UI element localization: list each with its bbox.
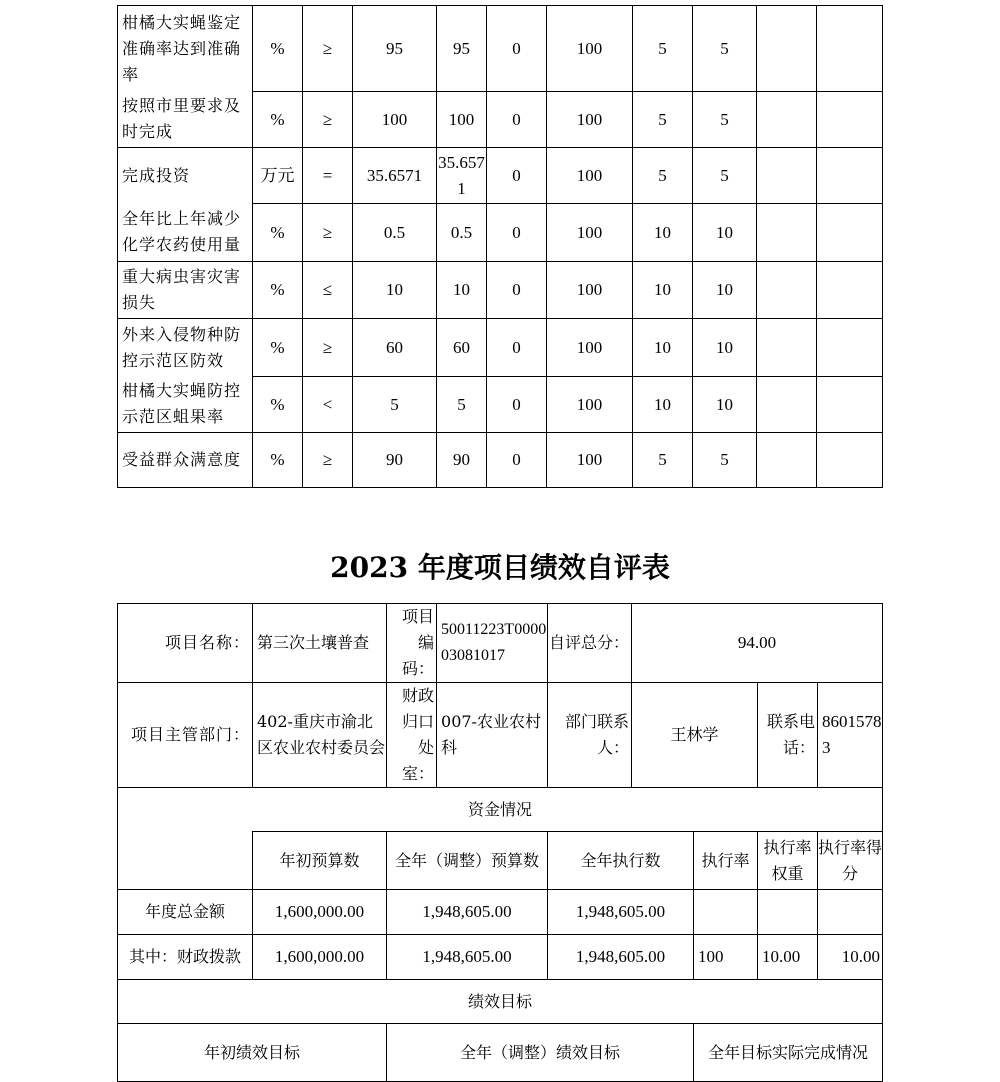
indicator-completion-rate: 100 [547, 319, 633, 377]
indicator-name: 外来入侵物种防控示范区防效 [118, 319, 253, 377]
indicator-unit: % [253, 433, 303, 488]
indicator-name: 受益群众满意度 [118, 433, 253, 488]
indicator-unit: % [253, 204, 303, 262]
funds-section-heading: 资金情况 [118, 788, 883, 832]
indicator-operator: ≤ [303, 262, 353, 319]
funds-row-fiscal [118, 935, 883, 980]
indicator-row [118, 262, 883, 319]
indicator-empty-cell [757, 6, 817, 92]
indicator-operator: ≥ [303, 6, 353, 92]
indicator-empty-cell [817, 262, 883, 319]
funds-row-adjusted: 1,948,605.00 [387, 890, 548, 935]
indicator-target: 5 [353, 377, 437, 433]
indicator-deviation: 0 [487, 319, 547, 377]
indicator-name: 按照市里要求及时完成 [118, 92, 253, 148]
indicator-row [118, 92, 883, 148]
funds-row-executed: 1,948,605.00 [548, 935, 694, 980]
page-title: 2023 年度项目绩效自评表 [330, 551, 670, 584]
indicator-empty-cell [757, 92, 817, 148]
funds-row-total [118, 890, 883, 935]
indicator-empty-cell [817, 204, 883, 262]
indicator-operator: ≥ [303, 204, 353, 262]
indicator-table [117, 5, 883, 488]
indicator-empty-cell [757, 377, 817, 433]
indicator-unit: 万元 [253, 148, 303, 204]
funds-header-weight: 执行率权重 [758, 832, 818, 890]
indicator-empty-cell [757, 433, 817, 488]
indicator-row [118, 148, 883, 204]
indicator-score: 5 [693, 92, 757, 148]
indicator-unit: % [253, 319, 303, 377]
indicator-score: 10 [693, 319, 757, 377]
self-evaluation-table [117, 603, 883, 1082]
funds-row-weight: 10.00 [758, 935, 818, 980]
indicator-row [118, 433, 883, 488]
funds-row-adjusted: 1,948,605.00 [387, 935, 548, 980]
indicator-empty-cell [757, 319, 817, 377]
indicator-deviation: 0 [487, 6, 547, 92]
finance-office-value: 007-农业农村科 [437, 683, 548, 788]
indicator-target: 100 [353, 92, 437, 148]
indicator-name: 柑橘大实蝇防控示范区蛆果率 [118, 377, 253, 433]
indicator-name: 重大病虫害灾害损失 [118, 262, 253, 319]
indicator-completion-rate: 100 [547, 92, 633, 148]
indicator-unit: % [253, 6, 303, 92]
indicator-empty-cell [757, 204, 817, 262]
indicator-target: 95 [353, 6, 437, 92]
indicator-weight: 5 [633, 92, 693, 148]
indicator-actual: 90 [437, 433, 487, 488]
indicator-operator: ≥ [303, 92, 353, 148]
goals-header-initial: 年初绩效目标 [118, 1024, 387, 1082]
funds-row-executed: 1,948,605.00 [548, 890, 694, 935]
contact-value: 王林学 [632, 683, 758, 788]
indicator-empty-cell [757, 262, 817, 319]
self-score-value: 94.00 [632, 604, 883, 683]
indicator-row [118, 319, 883, 377]
indicator-empty-cell [817, 319, 883, 377]
indicator-actual: 35.6571 [437, 148, 487, 204]
indicator-actual: 5 [437, 377, 487, 433]
funds-header-adjusted: 全年（调整）预算数 [387, 832, 548, 890]
indicator-score: 5 [693, 433, 757, 488]
indicator-row [118, 204, 883, 262]
indicator-score: 5 [693, 148, 757, 204]
indicator-completion-rate: 100 [547, 377, 633, 433]
funds-row-rate [694, 890, 758, 935]
indicator-row [118, 377, 883, 433]
indicator-weight: 10 [633, 262, 693, 319]
indicator-weight: 10 [633, 377, 693, 433]
indicator-target: 90 [353, 433, 437, 488]
indicator-deviation: 0 [487, 148, 547, 204]
indicator-target: 35.6571 [353, 148, 437, 204]
indicator-operator: ≥ [303, 319, 353, 377]
funds-row-weight [758, 890, 818, 935]
indicator-completion-rate: 100 [547, 148, 633, 204]
indicator-unit: % [253, 92, 303, 148]
indicator-actual: 10 [437, 262, 487, 319]
indicator-score: 10 [693, 262, 757, 319]
indicator-deviation: 0 [487, 92, 547, 148]
funds-row-score [818, 890, 883, 935]
department-value: 402-重庆市渝北区农业农村委员会 [253, 683, 387, 788]
indicator-weight: 5 [633, 433, 693, 488]
self-score-label: 自评总分： [548, 604, 632, 683]
funds-header-blank [118, 832, 253, 890]
funds-header-budget: 年初预算数 [253, 832, 387, 890]
goals-header-actual: 全年目标实际完成情况 [694, 1024, 883, 1082]
indicator-weight: 10 [633, 204, 693, 262]
funds-row-score: 10.00 [818, 935, 883, 980]
indicator-deviation: 0 [487, 262, 547, 319]
project-code-label: 项目编码： [387, 604, 437, 683]
indicator-operator: = [303, 148, 353, 204]
contact-label: 部门联系人： [548, 683, 632, 788]
indicator-score: 10 [693, 204, 757, 262]
indicator-deviation: 0 [487, 377, 547, 433]
phone-value: 86015783 [818, 683, 883, 788]
funds-header-score: 执行率得分 [818, 832, 883, 890]
indicator-deviation: 0 [487, 433, 547, 488]
funds-row-rate: 100 [694, 935, 758, 980]
indicator-deviation: 0 [487, 204, 547, 262]
indicator-weight: 5 [633, 148, 693, 204]
indicator-actual: 0.5 [437, 204, 487, 262]
indicator-completion-rate: 100 [547, 204, 633, 262]
funds-row-label: 年度总金额 [118, 890, 253, 935]
indicator-actual: 60 [437, 319, 487, 377]
department-label: 项目主管部门： [118, 683, 253, 788]
indicator-completion-rate: 100 [547, 262, 633, 319]
indicator-score: 5 [693, 6, 757, 92]
indicator-empty-cell [817, 377, 883, 433]
indicator-unit: % [253, 377, 303, 433]
project-name-value: 第三次土壤普查 [253, 604, 387, 683]
indicator-empty-cell [817, 148, 883, 204]
indicator-score: 10 [693, 377, 757, 433]
indicator-actual: 100 [437, 92, 487, 148]
indicator-row [118, 6, 883, 92]
indicator-completion-rate: 100 [547, 6, 633, 92]
indicator-actual: 95 [437, 6, 487, 92]
indicator-name: 全年比上年减少化学农药使用量 [118, 204, 253, 262]
indicator-empty-cell [817, 92, 883, 148]
indicator-completion-rate: 100 [547, 433, 633, 488]
indicator-name: 完成投资 [118, 148, 253, 204]
indicator-weight: 10 [633, 319, 693, 377]
funds-row-budget: 1,600,000.00 [253, 935, 387, 980]
indicator-weight: 5 [633, 6, 693, 92]
indicator-target: 60 [353, 319, 437, 377]
funds-row-budget: 1,600,000.00 [253, 890, 387, 935]
project-code-value: 50011223T000003081017 [437, 604, 548, 683]
indicator-operator: < [303, 377, 353, 433]
phone-label: 联系电话： [758, 683, 818, 788]
indicator-empty-cell [817, 433, 883, 488]
indicator-target: 10 [353, 262, 437, 319]
funds-header-rate: 执行率 [694, 832, 758, 890]
indicator-empty-cell [757, 148, 817, 204]
project-name-label: 项目名称： [118, 604, 253, 683]
goals-section-heading: 绩效目标 [118, 980, 883, 1024]
indicator-empty-cell [817, 6, 883, 92]
funds-header-executed: 全年执行数 [548, 832, 694, 890]
finance-office-label: 财政归口处室： [387, 683, 437, 788]
indicator-unit: % [253, 262, 303, 319]
funds-row-label: 其中：财政拨款 [118, 935, 253, 980]
goals-header-adjusted: 全年（调整）绩效目标 [387, 1024, 694, 1082]
indicator-name: 柑橘大实蝇鉴定准确率达到准确率 [118, 6, 253, 92]
indicator-operator: ≥ [303, 433, 353, 488]
indicator-target: 0.5 [353, 204, 437, 262]
